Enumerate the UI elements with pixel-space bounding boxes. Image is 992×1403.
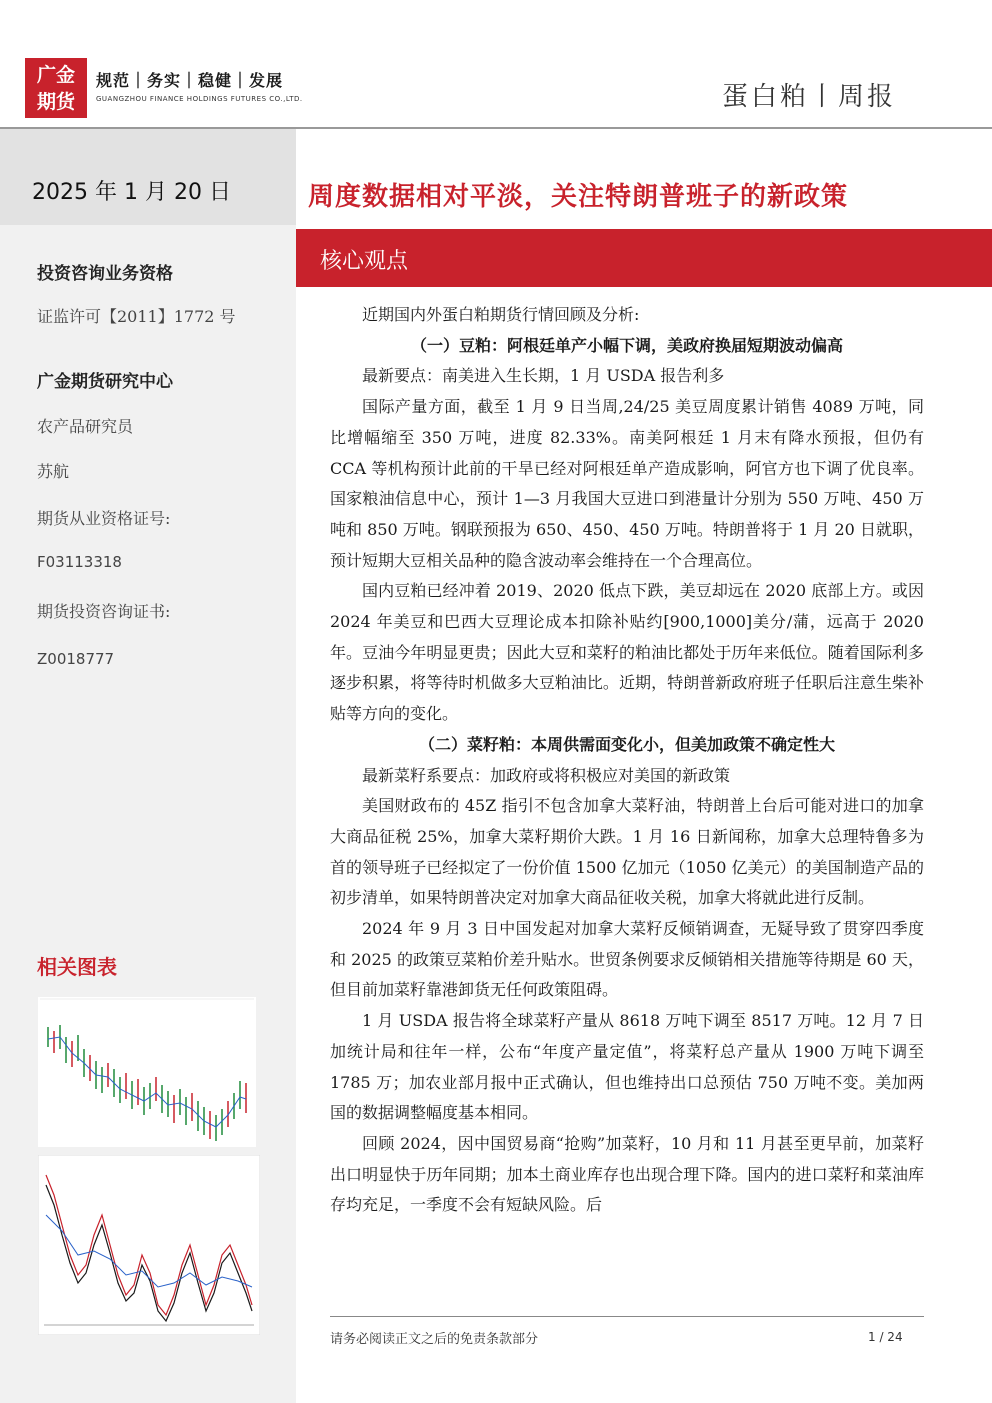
- report-type: 蛋白粕丨周报: [721, 82, 896, 112]
- cert-number: F03113318: [37, 553, 122, 571]
- report-body: [330, 300, 924, 1221]
- consult-number: Z0018777: [37, 650, 115, 668]
- paragraph: 1 月 USDA 报告将全球菜籽产量从 8618 万吨下调至 8517 万吨。12 月 7 日加统计局和往年一样，公布“年度产量定值”，将菜籽总产量从 1900 万吨下调至 1785 万；加农业部月报中正式确认，但也维持出口总预估 750 万吨不变。美加两国的数据调整幅度基本相同。: [330, 1011, 924, 1123]
- page-number: 1 / 24: [868, 1330, 903, 1344]
- paragraph: 国际产量方面，截至 1 月 9 日当周,24/25 美豆周度累计销售 4089 万吨，同比增幅缩至 350 万吨，进度 82.33%。南美阿根廷 1 月末有降水预报，但仍有 CCA 等机构预计此前的干旱已经对阿根廷单产造成影响，阿官方也下调了优良率。国家粮油信息中心，预计 1—3 月我国大豆进口到港量计分别为 550 万吨、450 万吨和 850 万吨。钢联预报为 650、450、450 万吨。特朗普将于 1 月 20 日就职，预计短期大豆相关品种的隐含波动率会维持在一个合理高位。: [330, 397, 924, 570]
- date-bar: [0, 129, 296, 225]
- section2-key-point: 最新菜籽系要点：加政府或将积极应对美国的新政策: [362, 765, 731, 785]
- qualification-title: 投资咨询业务资格: [37, 264, 173, 284]
- research-center: 广金期货研究中心: [37, 372, 173, 392]
- cert-label: 期货从业资格证号:: [37, 509, 171, 528]
- disclaimer-note: 请务必阅读正文之后的免责条款部分: [330, 1332, 539, 1347]
- paragraph: 国内豆粕已经冲着 2019、2020 低点下跌，美豆却远在 2020 底部上方。或因 2024 年美豆和巴西大豆理论成本扣除补贴约[900,1000]美分/蒲，远高于 2020 年。豆油今年明显更贵；因此大豆和菜籽的粕油比都处于历年来低位。随着国际利多逐步积累，将等待时机做多大豆粕油比。近期，特朗普新政府班子任职后注意生柴补贴等方向的变化。: [330, 581, 924, 724]
- footer-divider: [330, 1316, 924, 1317]
- core-viewpoint-bar: [296, 229, 992, 287]
- report-date: 2025 年 1 月 20 日: [32, 180, 231, 205]
- analyst-name: 苏航: [37, 462, 70, 481]
- paragraph: 回顾 2024，因中国贸易商“抢购”加菜籽，10 月和 11 月甚至更早前，加菜籽出口明显快于历年同期；加本土商业库存也出现合理下降。国内的进口菜籽和菜油库存均充足，一季度不会有短缺风险。后: [330, 1133, 924, 1215]
- paragraph: 美国财政布的 45Z 指引不包含加拿大菜籽油，特朗普上台后可能对进口的加拿大商品征税 25%，加拿大菜籽期价大跌。1 月 16 日新闻称，加拿大总理特鲁多为首的领导班子已经拟定了一份价值 1500 亿加元（1050 亿美元）的美国制造产品的初步清单，如果特朗普决定对加拿大商品征收关税，加拿大将就此进行反制。: [330, 796, 924, 908]
- consult-label: 期货投资咨询证书:: [37, 602, 171, 621]
- line-chart-graphic: [38, 1155, 260, 1335]
- core-viewpoint-label: 核心观点: [320, 249, 409, 274]
- analyst-role: 农产品研究员: [37, 417, 134, 436]
- section1-key-point: 最新要点：南美进入生长期，1 月 USDA 报告利多: [362, 366, 725, 386]
- license-number: 证监许可【2011】1772 号: [37, 307, 236, 326]
- related-chart-thumbnail-2[interactable]: [38, 1155, 260, 1335]
- logo-line2: 期货: [36, 91, 75, 113]
- section2-heading: （二）菜籽粕：本周供需面变化小，但美加政策不确定性大: [418, 734, 835, 754]
- report-title: 周度数据相对平淡，关注特朗普班子的新政策: [308, 182, 849, 212]
- company-logo: [25, 58, 87, 118]
- company-slogan: 规范｜务实｜稳健｜发展: [96, 71, 284, 90]
- section1-heading: （一）豆粕：阿根廷单产小幅下调，美政府换届短期波动偏高: [410, 335, 843, 355]
- paragraph: 2024 年 9 月 3 日中国发起对加拿大菜籽反倾销调查，无疑导致了贯穿四季度和 2025 的政策豆菜粕价差升贴水。世贸条例要求反倾销相关措施等待期是 60 天，但目前加菜籽靠港卸货无任何政策阻碍。: [330, 919, 924, 1000]
- company-english-name: GUANGZHOU FINANCE HOLDINGS FUTURES CO.,LTD.: [96, 95, 303, 103]
- related-chart-thumbnail-1[interactable]: [38, 997, 256, 1147]
- logo-line1: 广金: [36, 64, 75, 86]
- sidebar: [0, 129, 296, 1403]
- intro-line: 近期国内外蛋白粕期货行情回顾及分析:: [362, 305, 640, 324]
- candlestick-chart-graphic: [38, 997, 256, 1147]
- page-header: [0, 0, 992, 128]
- related-charts-heading: 相关图表: [37, 955, 117, 979]
